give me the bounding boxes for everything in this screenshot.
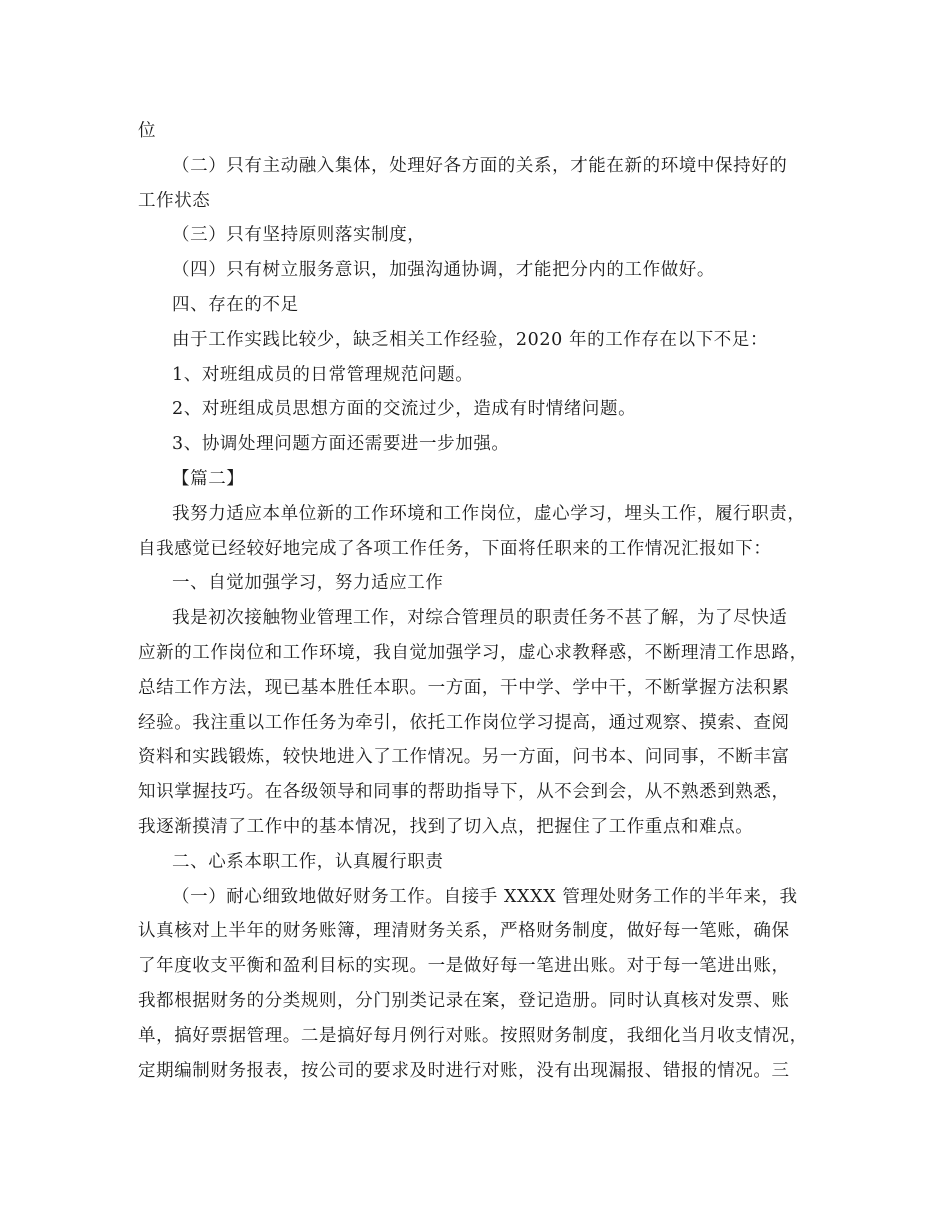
- text-line: 二、心系本职工作，认真履行职责: [172, 851, 444, 872]
- text-line: 工作状态: [138, 190, 211, 211]
- text-line: （一）耐心细致地做好财务工作。自接手 XXXX 管理处财务工作的半年来，我: [172, 886, 798, 907]
- text-line: 由于工作实践比较少，缺乏相关工作经验，2020 年的工作存在以下不足：: [172, 329, 769, 350]
- text-line: 经验。我注重以工作任务为牵引，依托工作岗位学习提高，通过观察、摸索、查阅: [138, 712, 790, 733]
- text-line: 【篇二】: [172, 468, 245, 489]
- text-line: 我都根据财务的分类规则，分门别类记录在案，登记造册。同时认真核对发票、账: [138, 990, 790, 1011]
- text-line: 我是初次接触物业管理工作，对综合管理员的职责任务不甚了解，为了尽快适: [172, 608, 788, 629]
- text-line: 2、对班组成员思想方面的交流过少，造成有时情绪问题。: [172, 399, 637, 420]
- text-line: 自我感觉已经较好地完成了各项工作任务，下面将任职来的工作情况汇报如下：: [138, 538, 772, 559]
- text-line: 知识掌握技巧。在各级领导和同事的帮助指导下，从不会到会，从不熟悉到熟悉，: [138, 782, 790, 803]
- text-line: 一、自觉加强学习，努力适应工作: [172, 573, 444, 594]
- text-line: 四、存在的不足: [172, 294, 299, 315]
- text-line: （二）只有主动融入集体，处理好各方面的关系，才能在新的环境中保持好的: [172, 155, 788, 176]
- text-line: （三）只有坚持原则落实制度，: [172, 225, 426, 246]
- text-line: 我努力适应本单位新的工作环境和工作岗位，虚心学习，埋头工作，履行职责，: [172, 503, 806, 524]
- text-line: 资料和实践锻炼，较快地进入了工作情况。另一方面，问书本、问同事，不断丰富: [138, 747, 790, 768]
- document-body: [138, 114, 814, 1088]
- text-line: 位: [138, 121, 157, 141]
- text-line: 定期编制财务报表，按公司的要求及时进行对账，没有出现漏报、错报的情况。三: [138, 1060, 790, 1081]
- text-line: 总结工作方法，现已基本胜任本职。一方面，干中学、学中干，不断掌握方法积累: [138, 677, 790, 698]
- text-line: 单，搞好票据管理。二是搞好每月例行对账。按照财务制度，我细化当月收支情况，: [138, 1025, 808, 1046]
- text-line: 了年度收支平衡和盈利目标的实现。一是做好每一笔进出账。对于每一笔进出账，: [138, 956, 790, 977]
- text-line: 认真核对上半年的财务账簿，理清财务关系，严格财务制度，做好每一笔账，确保: [138, 921, 790, 942]
- text-line: （四）只有树立服务意识，加强沟通协调，才能把分内的工作做好。: [172, 260, 715, 281]
- text-line: 应新的工作岗位和工作环境，我自觉加强学习，虚心求教释惑，不断理清工作思路，: [138, 642, 808, 663]
- text-line: 1、对班组成员的日常管理规范问题。: [172, 364, 474, 385]
- text-line: 我逐渐摸清了工作中的基本情况，找到了切入点，把握住了工作重点和难点。: [138, 816, 754, 837]
- text-line: 3、协调处理问题方面还需要进一步加强。: [172, 434, 510, 455]
